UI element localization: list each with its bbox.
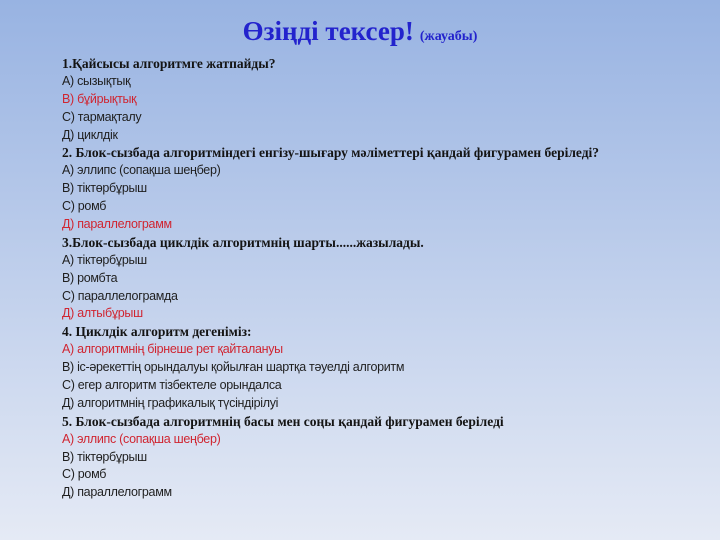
question-text: 2. Блок-сызбада алгоритміндегі енгізу-шығару мәліметтері қандай фигурамен беріледі? <box>62 145 600 161</box>
answer-option: В) тіктөрбұрыш <box>62 449 147 464</box>
answer-option-correct: Д) параллелограмм <box>62 217 172 232</box>
answer-option: В) іс-әрекеттің орындалуы қойылған шартқа тәуелді алгоритм <box>62 360 405 375</box>
question-text: 5. Блок-сызбада алгоритмнің басы мен соңы қандай фигурамен беріледі <box>62 413 504 429</box>
slide-title-row <box>0 16 720 47</box>
question-text: 1.Қайсысы алгоритмге жатпайды? <box>62 56 276 71</box>
answer-option-correct: А) алгоритмнің бірнеше рет қайталануы <box>62 342 283 357</box>
question-text: 4. Циклдік алгоритм дегеніміз: <box>62 324 252 340</box>
answer-option: Д) алгоритмнің графикалық түсіндірілуі <box>62 395 279 410</box>
answer-option: Д) параллелограмм <box>62 485 172 500</box>
answer-option: С) егер алгоритм тізбектеле орындалса <box>62 378 282 393</box>
quiz-question-list <box>62 55 704 502</box>
answer-option: Д) циклдік <box>62 127 118 142</box>
answer-option: С) ромб <box>62 199 107 214</box>
answer-option: А) эллипс (сопақша шеңбер) <box>62 163 221 178</box>
answer-option-correct: А) эллипс (сопақша шеңбер) <box>62 431 221 446</box>
answer-option: С) тармақталу <box>62 109 142 124</box>
slide-title: Өзіңді тексер! <box>242 16 414 46</box>
answer-option: А) тіктөрбұрыш <box>62 252 147 267</box>
answer-option: В) тіктөрбұрыш <box>62 181 147 196</box>
slide-title-suffix: (жауабы) <box>419 29 478 44</box>
answer-option-correct: Д) алтыбұрыш <box>62 306 143 321</box>
answer-option: С) параллелограмда <box>62 288 178 303</box>
question-text: 3.Блок-сызбада циклдік алгоритмнің шарты......жазылады. <box>62 234 424 250</box>
answer-option: С) ромб <box>62 467 107 482</box>
answer-option-correct: В) бұйрықтық <box>62 91 137 106</box>
answer-option: В) ромбта <box>62 270 118 285</box>
answer-option: А) сызықтық <box>62 73 131 88</box>
